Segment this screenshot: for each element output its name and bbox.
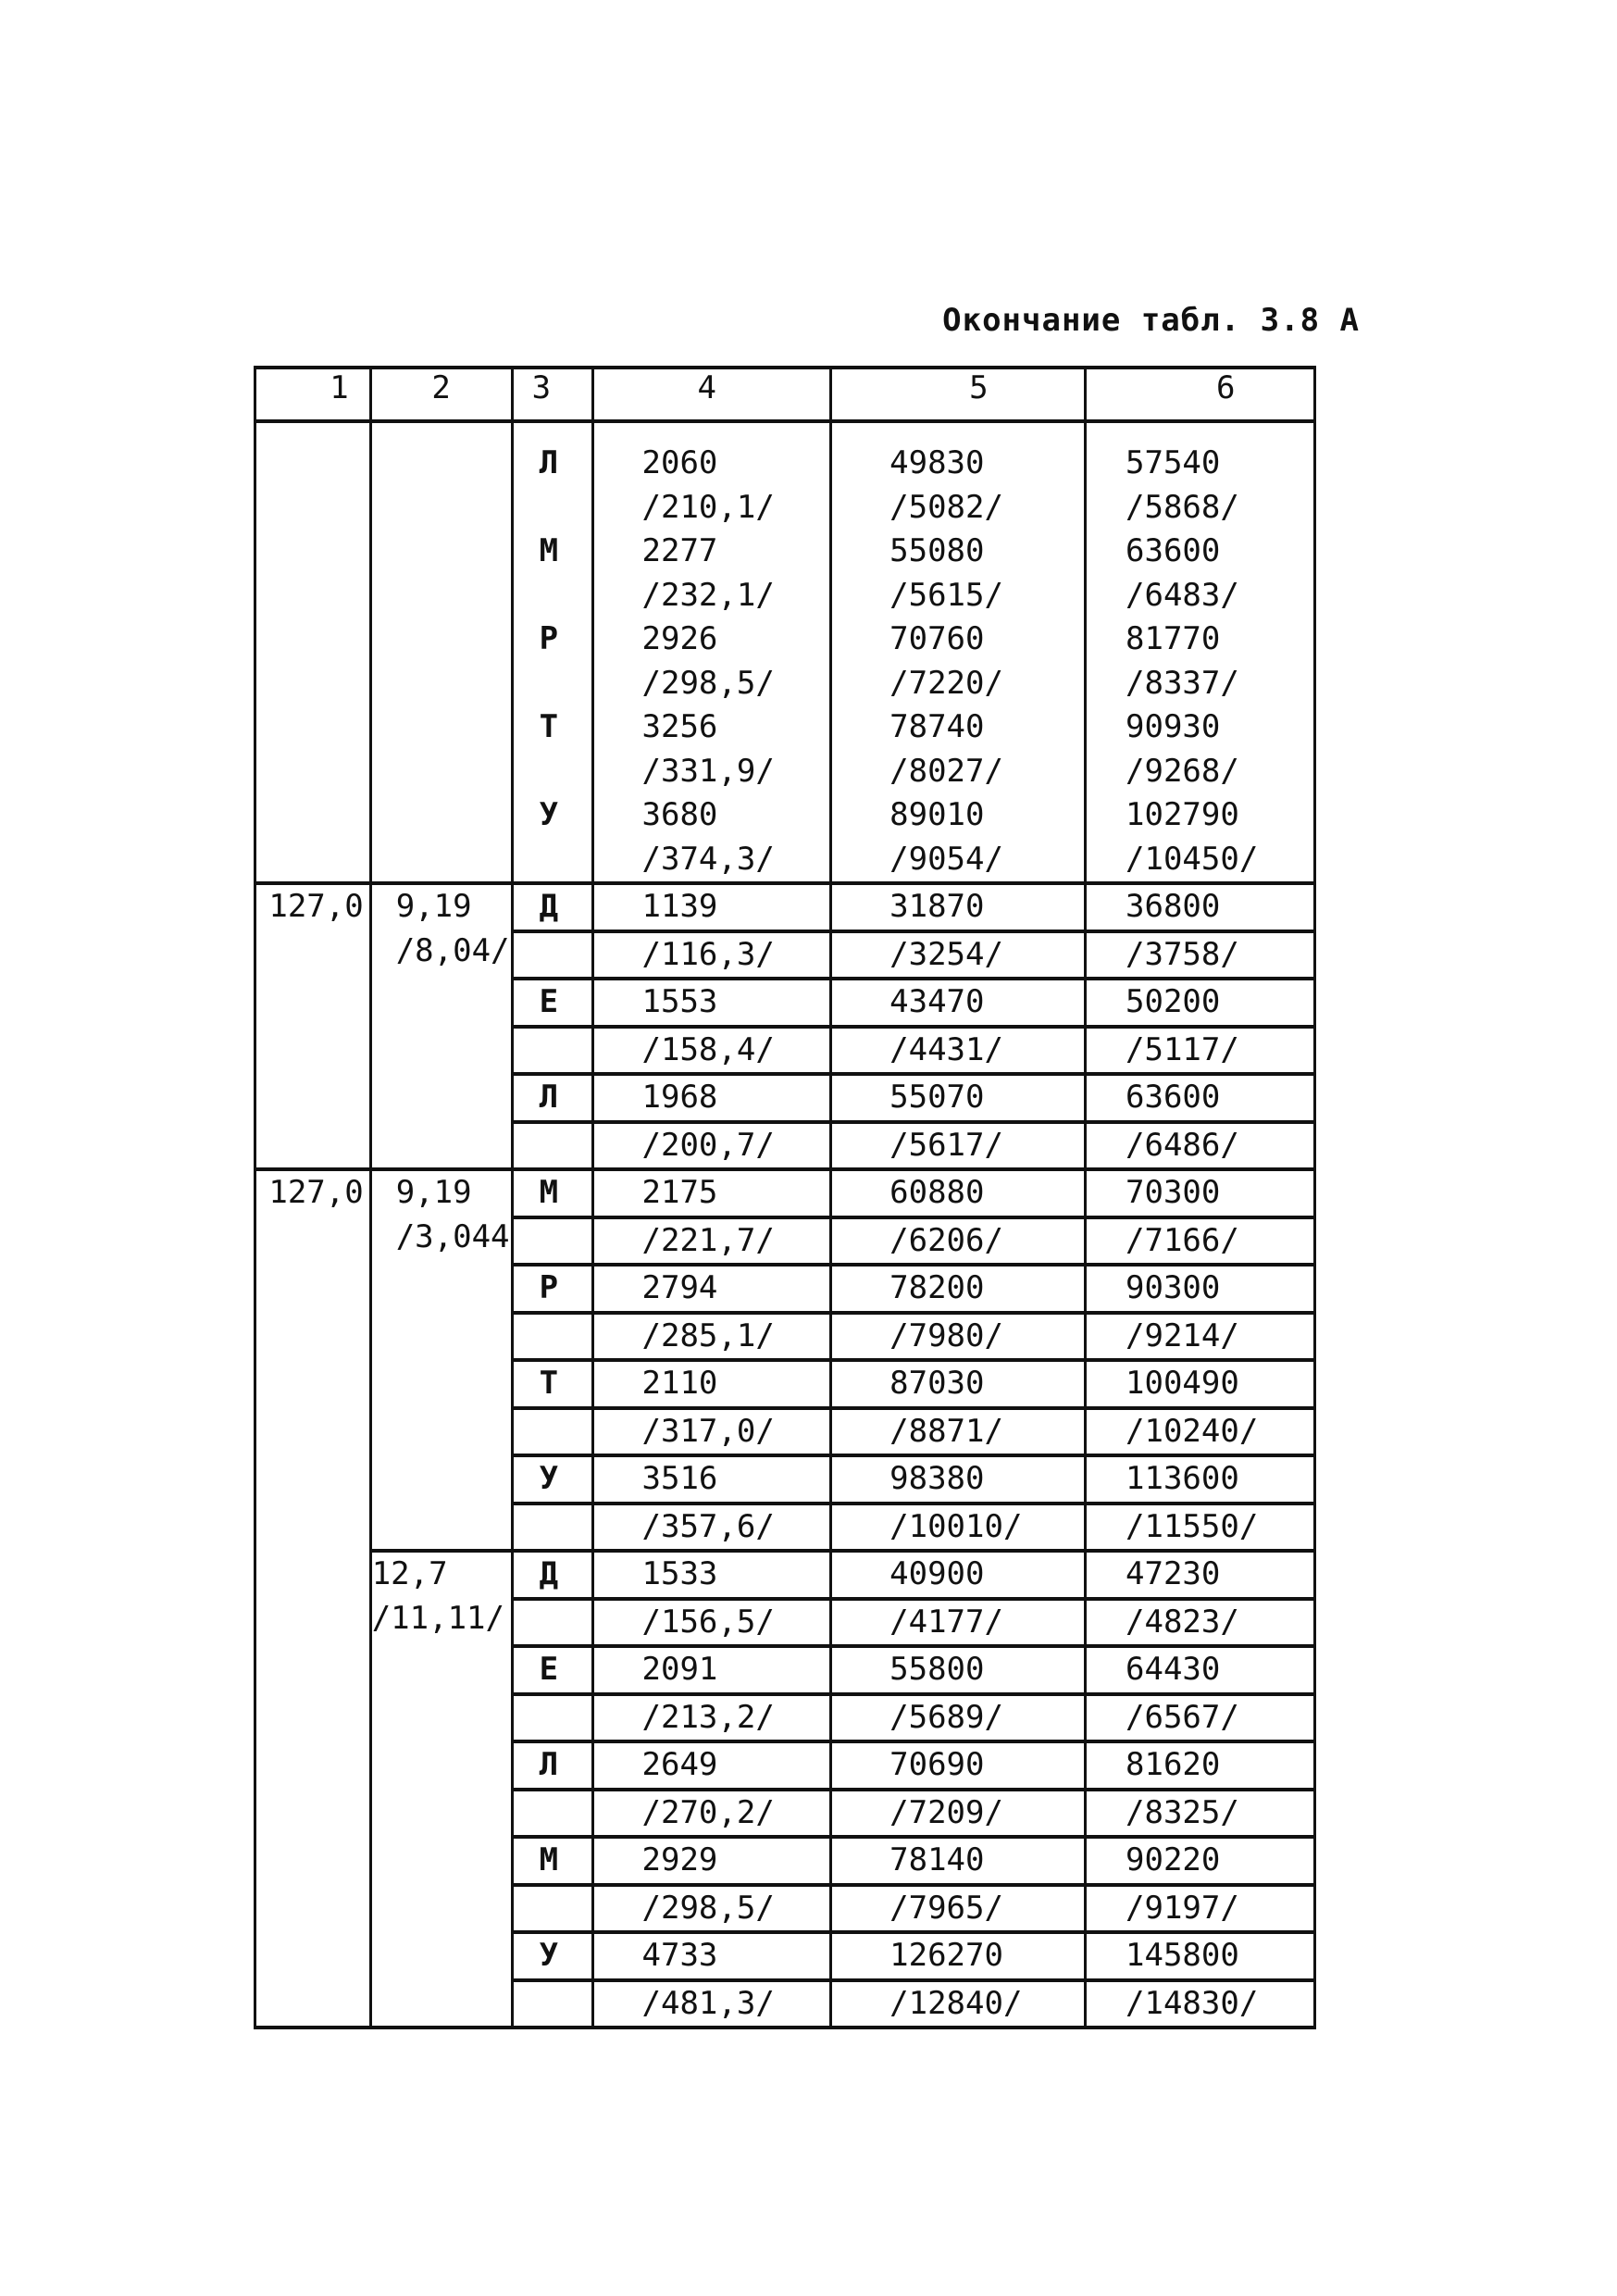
cell-col-6: /10240/: [1086, 1408, 1315, 1456]
cell-col-4: /357,6/: [592, 1504, 831, 1552]
cell-col-3: [512, 1885, 592, 1933]
cell-col-6: /7166/: [1086, 1217, 1315, 1266]
header-col-4: 4: [592, 368, 831, 421]
cell-col-4: /232,1/: [592, 574, 831, 618]
cell-col-4: /317,0/: [592, 1408, 831, 1456]
cell-col-3: [512, 1408, 592, 1456]
cell-col-4: /270,2/: [592, 1790, 831, 1838]
cell-col-3: [512, 1313, 592, 1361]
cell-col-5: /5615/: [831, 574, 1086, 618]
cell-col-6: /9268/: [1086, 750, 1315, 794]
cell-col-5: 55080: [831, 530, 1086, 574]
cell-col-5: /6206/: [831, 1217, 1086, 1266]
cell-col-6: /3758/: [1086, 931, 1315, 980]
cell-col-4: 2060: [592, 442, 831, 486]
cell-col-3: У: [512, 793, 592, 838]
cell-col-6: /10450/: [1086, 838, 1315, 884]
cell-col-4: 1553: [592, 979, 831, 1027]
cell-col-4: /481,3/: [592, 1980, 831, 2028]
cell-col-5: 40900: [831, 1551, 1086, 1599]
cell-col-6: /9197/: [1086, 1885, 1315, 1933]
cell-col-2: [370, 1551, 512, 2028]
cell-col-5: 98380: [831, 1455, 1086, 1504]
cell-col-5: 70690: [831, 1741, 1086, 1790]
cell-col-5: 126270: [831, 1932, 1086, 1980]
cell-col-5: /3254/: [831, 931, 1086, 980]
cell-col-6: /6483/: [1086, 574, 1315, 618]
cell-col-3: Е: [512, 979, 592, 1027]
table-row: [255, 421, 1315, 442]
cell-col-6: /9214/: [1086, 1313, 1315, 1361]
cell-col-3: Д: [512, 1551, 592, 1599]
cell-col-2: [370, 1169, 512, 1551]
cell-col-6: 90220: [1086, 1837, 1315, 1885]
cell-col-2-line: 9,19: [395, 1174, 472, 1211]
table-row: [255, 1551, 1315, 1599]
cell-col-1: [255, 442, 371, 883]
cell-col-5: /7220/: [831, 662, 1086, 706]
cell-col-5: /8027/: [831, 750, 1086, 794]
header-col-5: 5: [831, 368, 1086, 421]
table-row: [255, 883, 1315, 931]
cell-col-3: [512, 1599, 592, 1647]
cell-col-6: 70300: [1086, 1169, 1315, 1217]
header-col-6: 6: [1086, 368, 1315, 421]
cell-col-6: /5117/: [1086, 1027, 1315, 1075]
cell-col-6: 50200: [1086, 979, 1315, 1027]
cell-col-6: /14830/: [1086, 1980, 1315, 2028]
cell-col-1: 127,0: [255, 1169, 371, 2028]
cell-col-3: У: [512, 1932, 592, 1980]
cell-col-5: 78200: [831, 1265, 1086, 1313]
cell-col-4: /116,3/: [592, 931, 831, 980]
cell-col-5: 78740: [831, 705, 1086, 750]
cell-col-4: 1139: [592, 883, 831, 931]
cell-col-3: [512, 1217, 592, 1266]
cell-col-3: [512, 1504, 592, 1552]
cell-col-6: /5868/: [1086, 486, 1315, 530]
cell-col-3: М: [512, 1837, 592, 1885]
header-col-2: 2: [370, 368, 512, 421]
cell-col-6: 47230: [1086, 1551, 1315, 1599]
cell-col-4: 3516: [592, 1455, 831, 1504]
cell-col-2-line: /11,11/: [371, 1599, 504, 1637]
cell-col-4: 2649: [592, 1741, 831, 1790]
cell-col-4: 1533: [592, 1551, 831, 1599]
cell-col-4: 3256: [592, 705, 831, 750]
cell-col-6: 113600: [1086, 1455, 1315, 1504]
cell-col-5: /7965/: [831, 1885, 1086, 1933]
cell-col-1: 127,0: [255, 883, 371, 1169]
cell-col-6: 81620: [1086, 1741, 1315, 1790]
cell-col-5: 49830: [831, 442, 1086, 486]
cell-col-4: 2277: [592, 530, 831, 574]
cell-col-2: [370, 421, 512, 442]
cell-col-6: 102790: [1086, 793, 1315, 838]
cell-col-5: /7209/: [831, 1790, 1086, 1838]
cell-col-4: 4733: [592, 1932, 831, 1980]
cell-col-3: М: [512, 1169, 592, 1217]
cell-col-6: 57540: [1086, 442, 1315, 486]
cell-col-3: [512, 421, 592, 442]
cell-col-4: /298,5/: [592, 662, 831, 706]
cell-col-2-line: /3,044: [395, 1217, 510, 1255]
cell-col-6: 145800: [1086, 1932, 1315, 1980]
cell-col-5: /12840/: [831, 1980, 1086, 2028]
cell-col-3: [512, 1122, 592, 1170]
cell-col-5: 31870: [831, 883, 1086, 931]
cell-col-5: /4177/: [831, 1599, 1086, 1647]
cell-col-4: 3680: [592, 793, 831, 838]
cell-col-4: /200,7/: [592, 1122, 831, 1170]
cell-col-4: 2091: [592, 1646, 831, 1694]
table-row: [255, 442, 1315, 486]
cell-col-2-line: 12,7: [371, 1555, 448, 1592]
cell-col-3: Д: [512, 883, 592, 931]
cell-col-6: 90300: [1086, 1265, 1315, 1313]
cell-col-5: /4431/: [831, 1027, 1086, 1075]
cell-col-4: 2926: [592, 618, 831, 662]
cell-col-5: /5617/: [831, 1122, 1086, 1170]
cell-col-4: 2110: [592, 1360, 831, 1408]
row-group: [255, 883, 1315, 1169]
cell-col-6: [1086, 421, 1315, 442]
row-group: [255, 1169, 1315, 2028]
cell-col-3: Л: [512, 1074, 592, 1122]
cell-col-3: [512, 838, 592, 884]
cell-col-3: [512, 1790, 592, 1838]
cell-col-4: /285,1/: [592, 1313, 831, 1361]
cell-col-3: Р: [512, 618, 592, 662]
cell-col-2-line: 9,19: [395, 888, 472, 925]
cell-col-6: 63600: [1086, 1074, 1315, 1122]
table-row: [255, 1169, 1315, 1217]
cell-col-3: [512, 931, 592, 980]
header-col-3: 3: [512, 368, 592, 421]
cell-col-5: 89010: [831, 793, 1086, 838]
cell-col-3: Л: [512, 1741, 592, 1790]
cell-col-6: /4823/: [1086, 1599, 1315, 1647]
cell-col-5: /9054/: [831, 838, 1086, 884]
cell-col-4: /298,5/: [592, 1885, 831, 1933]
cell-col-6: /11550/: [1086, 1504, 1315, 1552]
cell-col-3: У: [512, 1455, 592, 1504]
cell-col-5: 55070: [831, 1074, 1086, 1122]
cell-col-2: [370, 883, 512, 1169]
cell-col-6: 81770: [1086, 618, 1315, 662]
cell-col-5: 78140: [831, 1837, 1086, 1885]
cell-col-3: [512, 1694, 592, 1742]
cell-col-3: [512, 574, 592, 618]
cell-col-3: Р: [512, 1265, 592, 1313]
cell-col-5: 87030: [831, 1360, 1086, 1408]
cell-col-4: 2175: [592, 1169, 831, 1217]
cell-col-5: /8871/: [831, 1408, 1086, 1456]
cell-col-6: /8325/: [1086, 1790, 1315, 1838]
cell-col-6: /8337/: [1086, 662, 1315, 706]
cell-col-3: [512, 662, 592, 706]
cell-col-3: [512, 750, 592, 794]
cell-col-4: 2794: [592, 1265, 831, 1313]
cell-col-6: 90930: [1086, 705, 1315, 750]
cell-col-3: Л: [512, 442, 592, 486]
cell-col-4: /158,4/: [592, 1027, 831, 1075]
cell-col-5: 55800: [831, 1646, 1086, 1694]
cell-col-4: 2929: [592, 1837, 831, 1885]
cell-col-2-line: /8,04/: [395, 931, 510, 969]
row-group: [255, 421, 1315, 883]
cell-col-4: /374,3/: [592, 838, 831, 884]
cell-col-3: М: [512, 530, 592, 574]
cell-col-6: /6567/: [1086, 1694, 1315, 1742]
table-caption: Окончание табл. 3.8 А: [942, 302, 1360, 339]
cell-col-4: /213,2/: [592, 1694, 831, 1742]
cell-col-3: Е: [512, 1646, 592, 1694]
cell-col-6: /6486/: [1086, 1122, 1315, 1170]
cell-col-3: [512, 486, 592, 530]
cell-col-5: /5082/: [831, 486, 1086, 530]
cell-col-6: 64430: [1086, 1646, 1315, 1694]
cell-col-4: /221,7/: [592, 1217, 831, 1266]
header-row: [255, 368, 1315, 421]
cell-col-5: [831, 421, 1086, 442]
cell-col-6: 100490: [1086, 1360, 1315, 1408]
cell-col-5: 60880: [831, 1169, 1086, 1217]
header-col-1: 1: [255, 368, 371, 421]
cell-col-3: Т: [512, 705, 592, 750]
cell-col-5: /5689/: [831, 1694, 1086, 1742]
cell-col-2: [370, 442, 512, 883]
cell-col-5: 70760: [831, 618, 1086, 662]
cell-col-4: /331,9/: [592, 750, 831, 794]
cell-col-5: 43470: [831, 979, 1086, 1027]
cell-col-4: /210,1/: [592, 486, 831, 530]
cell-col-3: [512, 1980, 592, 2028]
cell-col-3: [512, 1027, 592, 1075]
cell-col-4: 1968: [592, 1074, 831, 1122]
data-table: [254, 366, 1316, 2029]
cell-col-5: /10010/: [831, 1504, 1086, 1552]
cell-col-3: Т: [512, 1360, 592, 1408]
cell-col-6: 63600: [1086, 530, 1315, 574]
cell-col-1: [255, 421, 371, 442]
cell-col-6: 36800: [1086, 883, 1315, 931]
cell-col-4: [592, 421, 831, 442]
cell-col-5: /7980/: [831, 1313, 1086, 1361]
cell-col-4: /156,5/: [592, 1599, 831, 1647]
